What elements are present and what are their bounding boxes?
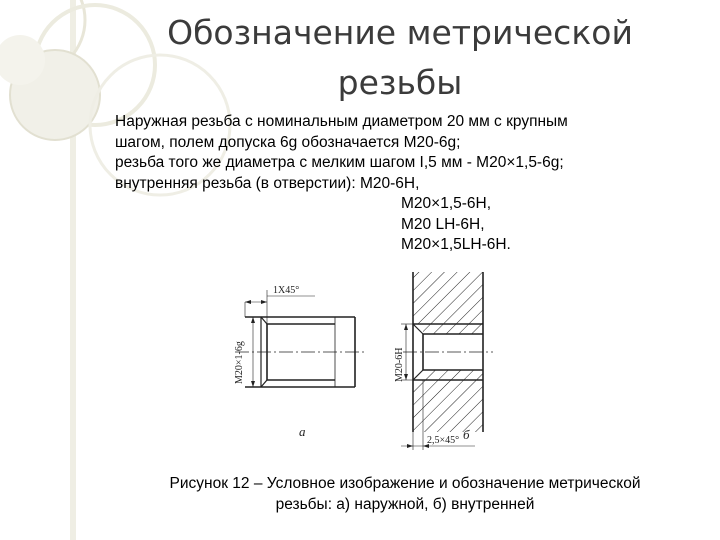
paragraph-line-3: резьба того же диаметра с мелким шагом I,5 мм - М20×1,5-6g; xyxy=(115,154,564,171)
caption-line-1: Рисунок 12 – Условное изображение и обозначение метрической xyxy=(169,475,641,492)
paragraph-line-7: М20×1,5LН-6Н. xyxy=(401,236,511,253)
figure-caption xyxy=(115,473,695,515)
title-line-1: Обозначение метрической xyxy=(167,13,633,52)
thread-drawing-figure xyxy=(225,262,505,462)
title-line-2: резьбы xyxy=(337,63,463,102)
external-thread-label: М20×1-6g xyxy=(234,341,245,384)
paragraph-line-6: М20 LН-6Н, xyxy=(401,215,485,233)
internal-thread-view xyxy=(401,272,493,450)
paragraph-line-1: Наружная резьба с номинальным диаметром 20 мм с крупным xyxy=(115,113,568,130)
description-paragraph xyxy=(115,112,695,256)
part-letter-b: б xyxy=(463,427,470,442)
slide-title xyxy=(150,8,650,108)
paragraph-line-2: шагом, полем допуска 6g обозначается М20-6g; xyxy=(115,133,461,151)
external-thread-view xyxy=(235,290,365,387)
internal-thread-label: М20-6Н xyxy=(394,347,405,382)
internal-chamfer-label: 2,5×45° xyxy=(427,435,460,446)
paragraph-line-4: внутренняя резьба (в отверстии): М20-6Н, xyxy=(115,174,420,192)
caption-line-2: резьбы: а) наружной, б) внутренней xyxy=(275,496,535,513)
part-letter-a: а xyxy=(299,424,306,439)
paragraph-line-5: М20×1,5-6Н, xyxy=(401,195,492,212)
external-chamfer-label: 1X45° xyxy=(273,285,300,296)
